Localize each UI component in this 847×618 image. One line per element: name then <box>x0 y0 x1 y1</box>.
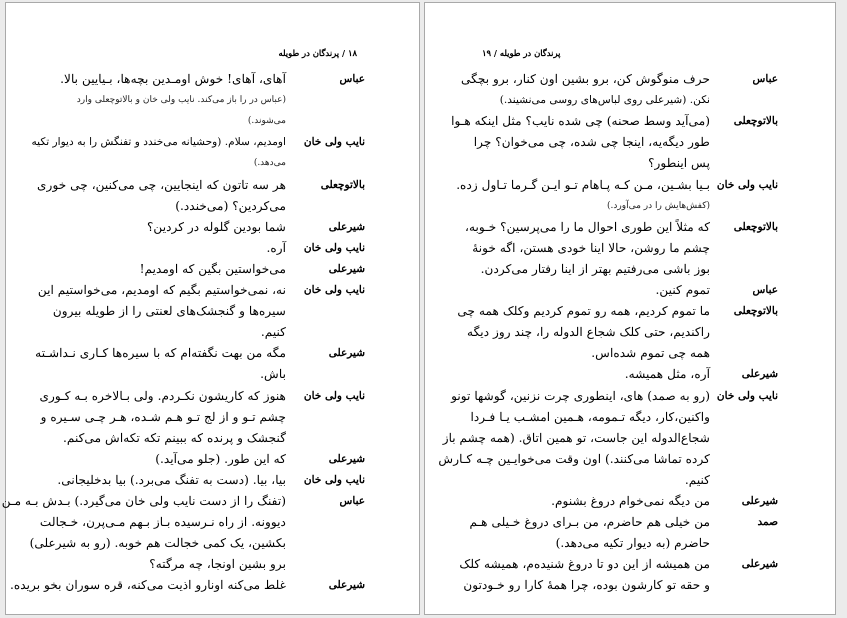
dialogue-line <box>6 574 419 596</box>
speaker-name <box>698 258 778 280</box>
dialogue-line <box>6 363 419 385</box>
speaker-name: عباس <box>752 73 778 85</box>
dialogue-text: بـیا بشـین، مـن کـه پـاهام تـو ایـن گـرما تـاول زده. <box>456 177 710 192</box>
dialogue-text: آره، مثل همیشه. <box>624 367 710 382</box>
speaker-name <box>285 195 365 217</box>
speaker-name: عباس <box>752 284 778 296</box>
speaker-name: نایب ولی خان <box>303 389 365 402</box>
speaker-name: بالاتوچعلی <box>733 220 778 233</box>
speaker-name <box>698 342 778 364</box>
dialogue-line <box>6 131 419 153</box>
dialogue-text: تموم کنین. <box>655 283 710 297</box>
speaker-name: شیرعلی <box>328 262 365 275</box>
speaker-name <box>285 511 365 533</box>
speaker-name: شیرعلی <box>328 579 365 592</box>
dialogue-line <box>6 385 419 407</box>
dialogue-text: می‌شوند.) <box>247 116 286 127</box>
dialogue-line <box>6 152 419 174</box>
dialogue-line <box>425 574 835 596</box>
dialogue-line <box>6 110 419 132</box>
dialogue-text: کرده تماشا می‌کنند.) اون وقت می‌خوایـین چـه کـارش <box>438 451 710 466</box>
dialogue-text: مگه من بهت نگفته‌ام که با سیره‌ها کـاری نـداشـته <box>35 346 286 361</box>
speaker-name <box>698 574 778 596</box>
dialogue-text: کنیم. <box>260 325 286 340</box>
dialogue-line <box>425 385 835 407</box>
speaker-name <box>698 406 778 428</box>
dialogue-line <box>425 110 835 132</box>
speaker-name <box>285 406 365 428</box>
dialogue-line <box>6 89 419 111</box>
dialogue-text: همه چی تموم شده‌اس. <box>591 346 710 361</box>
dialogue-line <box>425 532 835 554</box>
dialogue-text: بکشین، یک کمی خجالت هم خوبه. (رو به شیرعلی) <box>29 536 286 551</box>
dialogue-text: و حقه تو کارشون بوده، چرا همهٔ کارا رو خـودتون <box>463 578 710 593</box>
speaker-name: نایب ولی خان <box>716 178 778 191</box>
dialogue-line <box>6 469 419 491</box>
speaker-name: عباس <box>339 73 365 85</box>
speaker-name <box>285 321 365 343</box>
dialogue-text: سیره‌ها و گنجشک‌های لعنتی را از طویله بیرون <box>52 304 286 319</box>
dialogue-text: نکن. (شیرعلی روی لباس‌های روسی می‌نشیند.) <box>499 94 710 107</box>
dialogue-text: واکنین،کار، دیگه تـمومه، هـمین امشـب یـا فـردا <box>470 409 710 424</box>
dialogue-text: برو بشین اونجا، چه مرگته؟ <box>149 557 286 572</box>
speaker-name: نایب ولی خان <box>303 284 365 296</box>
dialogue-line <box>1 490 419 512</box>
dialogue-line <box>425 279 835 301</box>
dialogue-line <box>425 511 835 533</box>
speaker-name <box>698 321 778 343</box>
page-header: ۱۸ / پرندگان در طویله <box>278 48 357 58</box>
speaker-name <box>698 131 778 153</box>
dialogue-text: چشم ما روشن، حالا اینا خودی هستن، اگه خونهٔ <box>472 240 710 255</box>
speaker-name <box>285 532 365 554</box>
speaker-name <box>285 152 365 174</box>
speaker-name <box>285 427 365 449</box>
dialogue-text: آهای، آهای! خوش اومـدین بچه‌ها، بـیایین بالا. <box>60 72 286 86</box>
dialogue-text: پس اینطور؟ <box>648 156 710 171</box>
page-header: پرندگان در طویله / ۱۹ <box>482 48 561 58</box>
dialogue-text: (رو به صمد) های، اینطوری چرت نزنین، گوشها تونو <box>451 388 710 403</box>
dialogue-text: نه، نمی‌خواستیم بگیم که اومدیم، می‌خواستیم این <box>37 283 286 297</box>
dialogue-line <box>425 216 835 238</box>
dialogue-line <box>425 68 835 90</box>
dialogue-line <box>6 342 419 364</box>
dialogue-line <box>6 427 419 449</box>
speaker-name <box>285 89 365 111</box>
dialogue-line <box>6 68 419 90</box>
speaker-name: نایب ولی خان <box>303 136 365 149</box>
dialogue-line <box>425 448 835 470</box>
left-page <box>1 2 420 615</box>
dialogue-line <box>6 511 419 533</box>
dialogue-text: ما تموم کردیم، همه رو تموم کردیم وکلک همه چی <box>457 304 710 319</box>
dialogue-text: حرف منوگوش کن، برو بشین اون کنار، برو بچگی <box>461 72 710 86</box>
speaker-name: عباس <box>339 495 365 507</box>
dialogue-text: اومدیم، سلام. (وحشیانه می‌خندد و تفنگش را به دیوار تکیه <box>31 136 286 149</box>
dialogue-line <box>425 406 835 428</box>
speaker-name <box>285 363 365 385</box>
speaker-name <box>698 152 778 174</box>
speaker-name: نایب ولی خان <box>303 241 365 254</box>
speaker-name: بالاتوچعلی <box>320 178 365 191</box>
speaker-name <box>698 469 778 491</box>
dialogue-text: دیوونه. از راه نـرسیده بـاز بـهم مـی‌پرن، خـجالت <box>39 515 286 530</box>
dialogue-text: (می‌آید وسط صحنه) چی شده نایب؟ مثل اینکه هـوا <box>451 114 710 129</box>
dialogue-text: شجاع‌الدوله این جاست، تو همین اتاق. (همه چشم باز <box>442 430 710 445</box>
dialogue-line <box>6 300 419 322</box>
dialogue-line <box>6 406 419 428</box>
dialogue-line <box>6 174 419 196</box>
dialogue-line <box>6 448 419 470</box>
speaker-name <box>285 300 365 322</box>
dialogue-line <box>425 237 835 259</box>
speaker-name <box>698 89 778 111</box>
speaker-name: بالاتوچعلی <box>733 115 778 128</box>
dialogue-line <box>425 427 835 449</box>
speaker-name: شیرعلی <box>741 368 778 381</box>
dialogue-text: بیا، بیا. (دست به تفنگ می‌برد.) بیا بدخلیجانی. <box>57 472 286 487</box>
dialogue-line <box>6 258 419 280</box>
dialogue-text: من همیشه از این دو تا دروغ شنیده‌م، همیشه کلک <box>459 557 710 572</box>
speaker-name <box>698 195 778 217</box>
speaker-name: شیرعلی <box>328 220 365 233</box>
dialogue-text: راکندیم، حتی کلک شجاع الدوله را، چند روز دیگه <box>467 325 710 340</box>
speaker-name <box>698 532 778 554</box>
dialogue-line <box>425 553 835 575</box>
speaker-name <box>285 110 365 132</box>
dialogue-text: من دیگه نمی‌خوام دروغ بشنوم. <box>551 494 710 508</box>
dialogue-line <box>6 195 419 217</box>
speaker-name: بالاتوچعلی <box>733 305 778 318</box>
dialogue-line <box>425 195 835 217</box>
speaker-name: شیرعلی <box>328 452 365 465</box>
dialogue-text: آره. <box>266 240 286 255</box>
dialogue-text: شما بودین گلوله در کردین؟ <box>146 219 286 234</box>
speaker-name <box>698 237 778 259</box>
speaker-name: نایب ولی خان <box>716 389 778 402</box>
speaker-name: شیرعلی <box>741 558 778 571</box>
dialogue-text: حاضرم (به دیوار تکیه می‌دهد.) <box>555 536 710 551</box>
dialogue-text: (کفش‌هایش را در می‌آورد.) <box>607 200 710 211</box>
dialogue-text: طور دیگه‌یه، اینجا چی شده، چی می‌خوان؟ چرا <box>473 135 710 150</box>
dialogue-line <box>425 89 835 111</box>
right-page <box>424 2 836 615</box>
dialogue-line <box>425 174 835 196</box>
dialogue-line <box>6 237 419 259</box>
dialogue-line <box>425 490 835 512</box>
dialogue-text: چشم تـو و از لج تـو هـم شـده، هـر چـی سـیره و <box>40 409 286 424</box>
dialogue-line <box>425 363 835 385</box>
dialogue-text: بوز باشی می‌رفتیم بهتر از اینا رفتار می‌کردن. <box>480 261 710 276</box>
dialogue-line <box>425 342 835 364</box>
dialogue-text: (عباس در را باز می‌کند. نایب ولی خان و بالاتوچعلی وارد <box>76 95 286 106</box>
dialogue-line <box>6 321 419 343</box>
dialogue-line <box>425 321 835 343</box>
speaker-name: نایب ولی خان <box>303 473 365 486</box>
speaker-name <box>698 448 778 470</box>
speaker-name: شیرعلی <box>741 495 778 507</box>
dialogue-line <box>6 216 419 238</box>
dialogue-line <box>425 152 835 174</box>
dialogue-text: (تفنگ را از دست نایب ولی خان می‌گیرد.) بـدش بـه مـن <box>1 494 286 508</box>
dialogue-line <box>6 553 419 575</box>
speaker-name: صمد <box>757 516 778 529</box>
dialogue-text: باش. <box>260 367 286 382</box>
dialogue-text: من خیلی هم حاضرم، من بـرای دروغ خـیلی هـم <box>469 515 710 530</box>
speaker-name <box>698 427 778 449</box>
dialogue-text: گنجشک و پرنده که ببینم تکه تکه‌اش می‌کنم. <box>62 430 286 445</box>
dialogue-line <box>6 279 419 301</box>
dialogue-line <box>6 532 419 554</box>
dialogue-text: می‌خواستین بگین که اومدیم! <box>139 261 286 276</box>
dialogue-line <box>425 258 835 280</box>
dialogue-text: هنوز که کاریشون نکـردم. ولی بـالاخره بـه کـوری <box>39 388 286 403</box>
dialogue-text: که مثلاً این طوری احوال ما را می‌پرسین؟ خـوبه، <box>465 219 710 234</box>
dialogue-text: که این طور. (جلو می‌آید.) <box>155 451 286 466</box>
speaker-name <box>285 553 365 575</box>
dialogue-text: می‌کردین؟ (می‌خندد.) <box>175 198 286 213</box>
dialogue-text: کنیم. <box>684 472 710 487</box>
dialogue-text: غلط می‌کنه اونارو اذیت می‌کنه، قره سوران بخو بریده. <box>9 578 286 593</box>
dialogue-line <box>425 300 835 322</box>
dialogue-line <box>425 131 835 153</box>
dialogue-text: هر سه تاتون که اینجایین، چی می‌کنین، چی خوری <box>37 177 286 192</box>
dialogue-text: می‌دهد.) <box>253 158 286 169</box>
speaker-name: شیرعلی <box>328 347 365 360</box>
dialogue-line <box>425 469 835 491</box>
